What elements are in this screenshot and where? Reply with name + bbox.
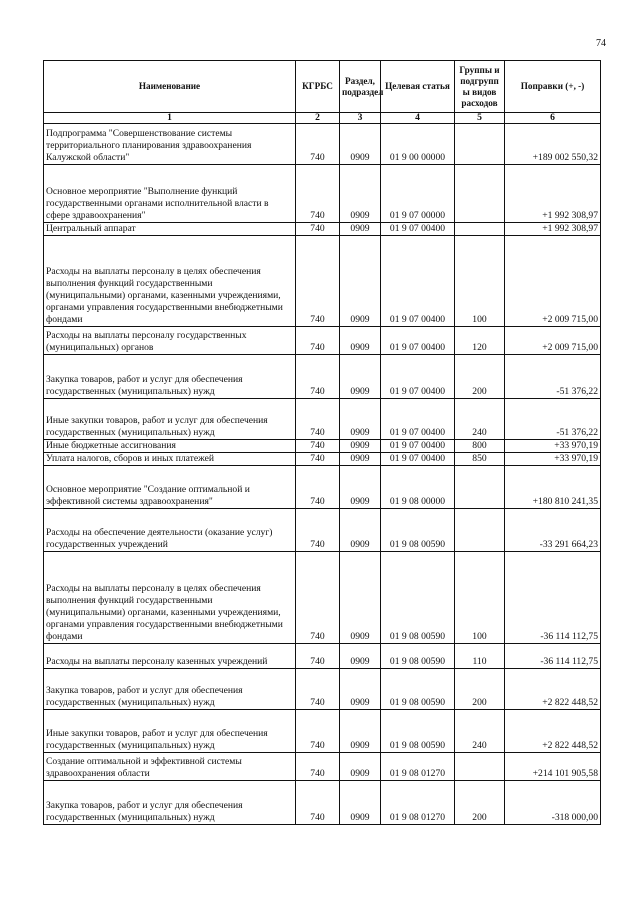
row-amendment-amount: +1 992 308,97 <box>505 223 601 236</box>
row-expense-group: 120 <box>455 327 505 355</box>
row-expense-group <box>455 466 505 509</box>
table-row <box>44 781 601 825</box>
table-row <box>44 644 601 669</box>
row-expense-group: 200 <box>455 781 505 825</box>
row-kgrbs: 740 <box>296 453 340 466</box>
row-amendment-amount: -33 291 664,23 <box>505 509 601 552</box>
row-name: Иные закупки товаров, работ и услуг для обеспечения государственных (муниципальных) нужд <box>44 399 296 440</box>
row-expense-group: 200 <box>455 669 505 710</box>
table-row <box>44 165 601 223</box>
header-target: Целевая статья <box>381 61 455 113</box>
row-amendment-amount: +33 970,19 <box>505 453 601 466</box>
row-kgrbs: 740 <box>296 552 340 644</box>
page-number: 74 <box>596 38 606 49</box>
row-kgrbs: 740 <box>296 466 340 509</box>
column-number: 1 <box>44 113 296 124</box>
row-expense-group <box>455 165 505 223</box>
row-expense-group: 800 <box>455 440 505 453</box>
row-amendment-amount: +214 101 905,58 <box>505 753 601 781</box>
row-target-article: 01 9 08 00000 <box>381 466 455 509</box>
row-amendment-amount: +189 002 550,32 <box>505 124 601 165</box>
row-target-article: 01 9 08 00590 <box>381 644 455 669</box>
row-amendment-amount: +2 822 448,52 <box>505 710 601 753</box>
column-number: 3 <box>340 113 381 124</box>
row-section: 0909 <box>340 669 381 710</box>
column-number: 4 <box>381 113 455 124</box>
table-row <box>44 552 601 644</box>
row-name: Центральный аппарат <box>44 223 296 236</box>
table-row <box>44 124 601 165</box>
header-groups: Группы и подгрупп ы видов расходов <box>455 61 505 113</box>
row-expense-group: 200 <box>455 355 505 399</box>
table-row <box>44 327 601 355</box>
row-target-article: 01 9 08 01270 <box>381 781 455 825</box>
row-expense-group: 240 <box>455 710 505 753</box>
row-section: 0909 <box>340 710 381 753</box>
row-expense-group <box>455 509 505 552</box>
row-target-article: 01 9 00 00000 <box>381 124 455 165</box>
row-target-article: 01 9 07 00400 <box>381 223 455 236</box>
column-number-row <box>44 113 601 124</box>
row-section: 0909 <box>340 644 381 669</box>
row-name: Подпрограмма "Совершенствование системы территориального планирования здравоохранения Калужской области" <box>44 124 296 165</box>
row-name: Основное мероприятие "Выполнение функций государственными органами исполнительной власти в сфере здравоохранения" <box>44 165 296 223</box>
row-name: Основное мероприятие "Создание оптимальной и эффективной системы здравоохранения" <box>44 466 296 509</box>
table-row <box>44 710 601 753</box>
row-kgrbs: 740 <box>296 440 340 453</box>
row-expense-group: 110 <box>455 644 505 669</box>
row-expense-group <box>455 223 505 236</box>
table-row <box>44 236 601 327</box>
table-row <box>44 753 601 781</box>
row-kgrbs: 740 <box>296 223 340 236</box>
row-kgrbs: 740 <box>296 781 340 825</box>
row-amendment-amount: +180 810 241,35 <box>505 466 601 509</box>
row-target-article: 01 9 07 00400 <box>381 453 455 466</box>
row-expense-group <box>455 753 505 781</box>
budget-amendments-table <box>43 60 601 825</box>
row-name: Закупка товаров, работ и услуг для обеспечения государственных (муниципальных) нужд <box>44 355 296 399</box>
table-row <box>44 223 601 236</box>
row-amendment-amount: +2 009 715,00 <box>505 327 601 355</box>
table-row <box>44 440 601 453</box>
column-number: 6 <box>505 113 601 124</box>
row-section: 0909 <box>340 466 381 509</box>
row-target-article: 01 9 08 01270 <box>381 753 455 781</box>
row-name: Создание оптимальной и эффективной системы здравоохранения области <box>44 753 296 781</box>
row-section: 0909 <box>340 781 381 825</box>
row-kgrbs: 740 <box>296 644 340 669</box>
row-amendment-amount: +33 970,19 <box>505 440 601 453</box>
row-expense-group: 240 <box>455 399 505 440</box>
row-expense-group: 100 <box>455 236 505 327</box>
header-name: Наименование <box>44 61 296 113</box>
row-section: 0909 <box>340 236 381 327</box>
row-target-article: 01 9 07 00400 <box>381 440 455 453</box>
row-amendment-amount: -51 376,22 <box>505 355 601 399</box>
row-target-article: 01 9 08 00590 <box>381 552 455 644</box>
row-name: Иные закупки товаров, работ и услуг для обеспечения государственных (муниципальных) нужд <box>44 710 296 753</box>
row-amendment-amount: -51 376,22 <box>505 399 601 440</box>
row-amendment-amount: -318 000,00 <box>505 781 601 825</box>
row-name: Расходы на обеспечение деятельности (оказание услуг) государственных учреждений <box>44 509 296 552</box>
row-name: Расходы на выплаты персоналу в целях обеспечения выполнения функций государственными (муниципальными) органами, казенными учреждениями, органами управления государственными внебюджетными фондами <box>44 552 296 644</box>
table-row <box>44 453 601 466</box>
row-section: 0909 <box>340 355 381 399</box>
row-target-article: 01 9 07 00400 <box>381 236 455 327</box>
row-section: 0909 <box>340 552 381 644</box>
header-kgrbs: КГРБС <box>296 61 340 113</box>
row-expense-group <box>455 124 505 165</box>
row-section: 0909 <box>340 453 381 466</box>
row-section: 0909 <box>340 124 381 165</box>
row-target-article: 01 9 08 00590 <box>381 669 455 710</box>
row-name: Уплата налогов, сборов и иных платежей <box>44 453 296 466</box>
row-amendment-amount: +1 992 308,97 <box>505 165 601 223</box>
row-amendment-amount: +2 009 715,00 <box>505 236 601 327</box>
header-section: Раздел, подраздел <box>340 61 381 113</box>
row-target-article: 01 9 07 00400 <box>381 355 455 399</box>
row-kgrbs: 740 <box>296 355 340 399</box>
row-target-article: 01 9 07 00400 <box>381 327 455 355</box>
table-row <box>44 669 601 710</box>
row-name: Закупка товаров, работ и услуг для обеспечения государственных (муниципальных) нужд <box>44 669 296 710</box>
table-row <box>44 466 601 509</box>
row-amendment-amount: -36 114 112,75 <box>505 644 601 669</box>
row-kgrbs: 740 <box>296 710 340 753</box>
table-row <box>44 399 601 440</box>
row-kgrbs: 740 <box>296 236 340 327</box>
row-kgrbs: 740 <box>296 399 340 440</box>
header-amendments: Поправки (+, -) <box>505 61 601 113</box>
column-number: 2 <box>296 113 340 124</box>
row-section: 0909 <box>340 753 381 781</box>
row-name: Расходы на выплаты персоналу государственных (муниципальных) органов <box>44 327 296 355</box>
row-target-article: 01 9 07 00400 <box>381 399 455 440</box>
row-expense-group: 850 <box>455 453 505 466</box>
row-expense-group: 100 <box>455 552 505 644</box>
row-name: Закупка товаров, работ и услуг для обеспечения государственных (муниципальных) нужд <box>44 781 296 825</box>
row-section: 0909 <box>340 509 381 552</box>
table-row <box>44 509 601 552</box>
table-row <box>44 355 601 399</box>
row-target-article: 01 9 08 00590 <box>381 710 455 753</box>
row-name: Расходы на выплаты персоналу в целях обеспечения выполнения функций государственными (муниципальными) органами, казенными учреждениями, органами управления государственными внебюджетными фондами <box>44 236 296 327</box>
row-kgrbs: 740 <box>296 327 340 355</box>
row-section: 0909 <box>340 399 381 440</box>
table-header-row <box>44 61 601 113</box>
row-section: 0909 <box>340 223 381 236</box>
row-kgrbs: 740 <box>296 165 340 223</box>
row-name: Расходы на выплаты персоналу казенных учреждений <box>44 644 296 669</box>
row-section: 0909 <box>340 165 381 223</box>
row-kgrbs: 740 <box>296 124 340 165</box>
row-kgrbs: 740 <box>296 753 340 781</box>
row-kgrbs: 740 <box>296 669 340 710</box>
row-amendment-amount: -36 114 112,75 <box>505 552 601 644</box>
row-target-article: 01 9 08 00590 <box>381 509 455 552</box>
column-number: 5 <box>455 113 505 124</box>
row-amendment-amount: +2 822 448,52 <box>505 669 601 710</box>
row-name: Иные бюджетные ассигнования <box>44 440 296 453</box>
row-target-article: 01 9 07 00000 <box>381 165 455 223</box>
row-section: 0909 <box>340 440 381 453</box>
row-section: 0909 <box>340 327 381 355</box>
row-kgrbs: 740 <box>296 509 340 552</box>
